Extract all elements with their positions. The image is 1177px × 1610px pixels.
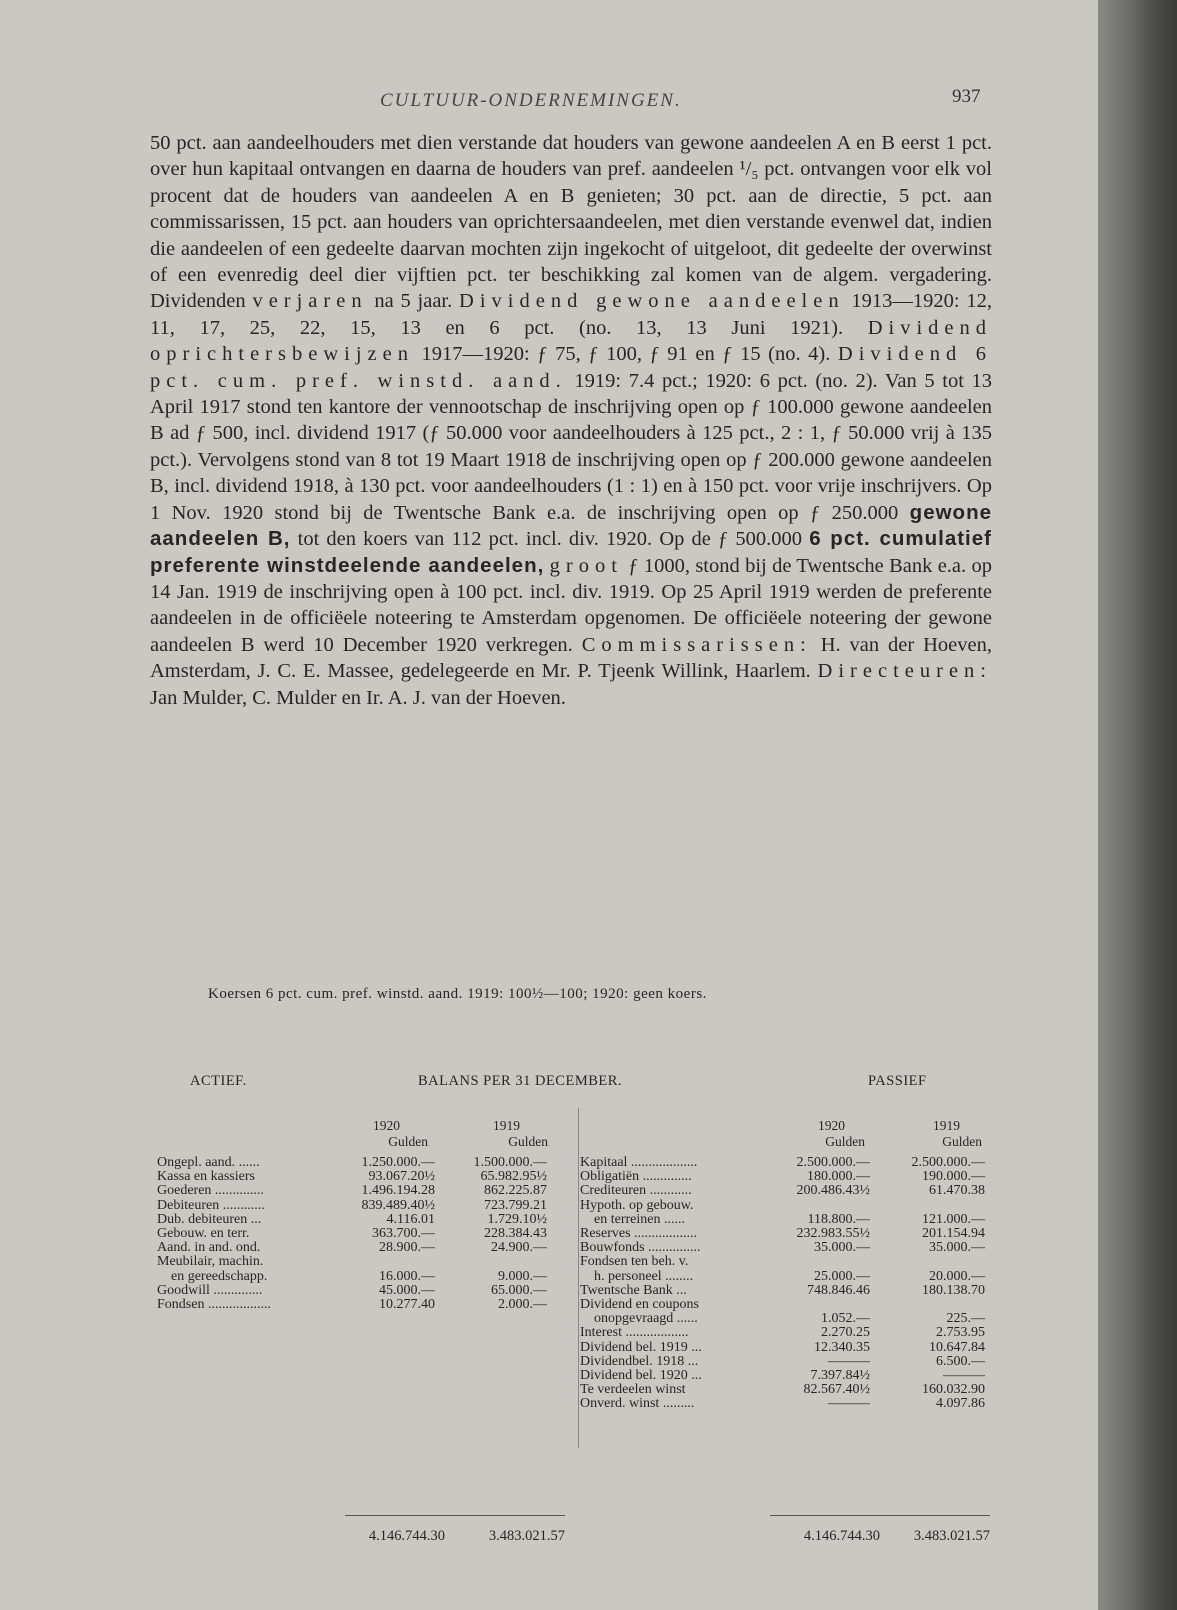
row-label: h. personeel ........ xyxy=(594,1268,694,1284)
value-1919: 225.— xyxy=(946,1311,985,1327)
bold-text: 6 pct. cumulatief preferente winstdeelende aandeelen, xyxy=(150,527,992,577)
value-1920: 93.067.20½ xyxy=(368,1169,435,1185)
value-1919: 190.000.— xyxy=(922,1169,985,1185)
value-1919: ——— xyxy=(943,1368,985,1383)
actief-total-1920: 4.146.744.30 xyxy=(368,1528,445,1544)
value-1919: 1.500.000.— xyxy=(473,1155,547,1170)
col-year-1919: 1919 xyxy=(933,1118,960,1133)
value-1919: 6.500.— xyxy=(936,1353,985,1369)
row-label: Bouwfonds ............... xyxy=(580,1240,701,1256)
row-label: Goederen .............. xyxy=(157,1183,264,1199)
value-1919: 2.753.95 xyxy=(936,1325,985,1341)
balance-title: BALANS PER 31 DECEMBER. xyxy=(418,1073,623,1089)
table-row xyxy=(580,1341,1000,1355)
bold-text: gewone aandeelen B, xyxy=(150,500,992,551)
table-row xyxy=(157,1241,577,1255)
row-label: en gereedschapp. xyxy=(171,1268,268,1284)
row-label: Twentsche Bank ... xyxy=(580,1282,687,1298)
table-row xyxy=(580,1326,1000,1340)
row-label: Obligatiën .............. xyxy=(580,1169,692,1185)
value-1920: 180.000.— xyxy=(807,1169,870,1185)
value-1919: 2.000.— xyxy=(498,1297,547,1312)
row-label: Meubilair, machin. xyxy=(157,1254,264,1270)
table-row xyxy=(580,1184,1000,1198)
row-label: Dub. debiteuren ... xyxy=(157,1211,262,1227)
row-label: Te verdeelen winst xyxy=(580,1382,686,1398)
spaced-text: Directeuren: xyxy=(817,660,992,683)
row-label: Gebouw. en terr. xyxy=(157,1226,250,1241)
value-1919: 180.138.70 xyxy=(922,1282,985,1298)
value-1920: 7.397.84½ xyxy=(810,1368,870,1383)
value-1919: 160.032.90 xyxy=(922,1382,985,1398)
value-1919: 24.900.— xyxy=(491,1240,547,1256)
col-unit: Gulden xyxy=(508,1134,548,1149)
value-1919: 121.000.— xyxy=(922,1211,985,1227)
spaced-text: verjaren xyxy=(252,290,368,313)
text-run: na 5 jaar. xyxy=(367,290,460,313)
value-1920: 45.000.— xyxy=(379,1282,435,1298)
table-row xyxy=(580,1312,1000,1326)
table-row xyxy=(157,1156,577,1170)
row-label: Dividendbel. 1918 ... xyxy=(580,1353,699,1369)
table-row xyxy=(157,1284,577,1298)
passief-total-1920: 4.146.744.30 xyxy=(803,1528,880,1544)
table-row xyxy=(580,1241,1000,1255)
text-run: tot den koers van 112 pct. incl. div. 1920. Op de ƒ 500.000 xyxy=(290,528,810,551)
spaced-text: Dividend oprichtersbewijzen xyxy=(150,316,992,366)
col-unit: Gulden xyxy=(942,1134,982,1149)
row-label: Aand. in and. ond. xyxy=(157,1240,261,1256)
value-1919: 1.729.10½ xyxy=(487,1211,547,1227)
spaced-text: Commissarissen: xyxy=(581,633,812,656)
value-1919: 228.384.43 xyxy=(484,1226,547,1241)
text-run: 1917—1920: ƒ 75, ƒ 100, ƒ 91 en ƒ 15 (no. 4). xyxy=(413,343,838,366)
row-label: Fondsen ten beh. v. xyxy=(580,1254,689,1270)
value-1920: 1.496.194.28 xyxy=(361,1183,435,1199)
table-row xyxy=(157,1199,577,1213)
text-run: H. van der Hoeven, Amsterdam, J. C. E. Massee, gedelegeerde en Mr. P. Tjeenk Willink, Haarlem. xyxy=(150,633,993,683)
row-label: Reserves .................. xyxy=(580,1226,698,1241)
table-row xyxy=(580,1284,1000,1298)
value-1919: 723.799.21 xyxy=(484,1197,547,1213)
col-year-1920: 1920 xyxy=(373,1118,400,1133)
value-1920: 2.270.25 xyxy=(821,1325,870,1341)
value-1920: 10.277.40 xyxy=(379,1297,435,1312)
row-label: Debiteuren ............ xyxy=(157,1197,265,1213)
spaced-text: Dividend gewone aandeelen xyxy=(459,290,845,313)
value-1920: 25.000.— xyxy=(814,1268,870,1284)
passief-heading: PASSIEF xyxy=(868,1073,927,1089)
row-label: Onverd. winst ......... xyxy=(580,1396,695,1412)
table-row xyxy=(580,1369,1000,1383)
value-1920: ——— xyxy=(828,1396,870,1412)
row-label: Interest .................. xyxy=(580,1325,689,1341)
actief-heading: ACTIEF. xyxy=(190,1073,247,1089)
col-unit: Gulden xyxy=(825,1134,865,1149)
spaced-text: Dividend 6 pct. cum. pref. winstd. aand. xyxy=(150,343,993,392)
value-1920: 232.983.55½ xyxy=(796,1226,870,1241)
value-1920: 748.846.46 xyxy=(807,1282,870,1298)
row-label: Kassa en kassiers xyxy=(157,1169,255,1185)
value-1919: 65.982.95½ xyxy=(480,1169,547,1185)
row-label: Hypoth. op gebouw. xyxy=(580,1197,694,1213)
text-run: 50 pct. aan aandeelhouders met dien verstande dat houders van gewone aandeelen A en B eerst 1 pct. over hun kapitaal ontvangen en daarna de houders van pref. aandeelen ¹/₅ pct. ontvangen voor elk vol procent dat de houders van aandeelen A en B genieten; 30 pct. aan de directie, 5 pct. aan commissarissen, 15 pct. aan houders van oprichtersaandeelen, met dien verstande evenwel dat, indien die aandeelen of een gedeelte daarvan mochten zijn ingekocht of uitgeloot, dit gedeelte der overwinst of een evenredig deel dier vijftien pct. ter beschikking zal komen van de algem. vergadering. Dividenden xyxy=(150,132,992,313)
value-1919: 20.000.— xyxy=(929,1268,985,1284)
value-1920: 2.500.000.— xyxy=(796,1155,870,1170)
value-1920: 839.489.40½ xyxy=(361,1197,435,1213)
table-row xyxy=(157,1298,577,1312)
running-title: CULTUUR-ONDERNEMINGEN. xyxy=(380,90,682,111)
passief-total-1919: 3.483.021.57 xyxy=(913,1528,990,1544)
row-label: Goodwill .............. xyxy=(157,1282,263,1298)
page-number: 937 xyxy=(952,86,981,107)
value-1919: 65.000.— xyxy=(491,1282,547,1298)
value-1920: 16.000.— xyxy=(379,1268,435,1284)
column-divider xyxy=(578,1108,579,1448)
row-label: Dividend bel. 1919 ... xyxy=(580,1339,702,1355)
text-run: Jan Mulder, C. Mulder en Ir. A. J. van der Hoeven. xyxy=(150,686,566,709)
table-row xyxy=(580,1227,1000,1241)
text-run: ƒ 1000, stond bij de Twentsche Bank e.a. op 14 Jan. 1919 de inschrijving open à 100 pct. incl. div. 1919. Op 25 April 1919 werden de preferente aandeelen in de officiëele noteering te Amsterdam opgenomen. De officiëele noteering der gewone aandeelen B werd 10 December 1920 verkregen. xyxy=(150,554,992,656)
value-1920: 363.700.— xyxy=(372,1226,435,1241)
value-1919: 61.470.38 xyxy=(929,1183,985,1199)
koersen-note: Koersen 6 pct. cum. pref. winstd. aand. 1919: 100½—100; 1920: geen koers. xyxy=(208,986,707,1002)
value-1919: 10.647.84 xyxy=(929,1339,985,1355)
value-1920: ——— xyxy=(828,1353,870,1369)
value-1920: 35.000.— xyxy=(814,1240,870,1256)
value-1920: 1.052.— xyxy=(821,1311,870,1327)
value-1919: 862.225.87 xyxy=(484,1183,547,1199)
col-year-1920: 1920 xyxy=(818,1118,845,1133)
table-row xyxy=(580,1383,1000,1397)
value-1919: 201.154.94 xyxy=(922,1226,985,1241)
table-row xyxy=(580,1199,1000,1213)
total-rule xyxy=(345,1515,565,1516)
actief-total-1919: 3.483.021.57 xyxy=(488,1528,565,1544)
value-1920: 118.800.— xyxy=(807,1211,870,1227)
value-1919: 4.097.86 xyxy=(936,1396,985,1412)
row-label: Dividend bel. 1920 ... xyxy=(580,1368,702,1383)
value-1920: 12.340.35 xyxy=(814,1339,870,1355)
value-1920: 4.116.01 xyxy=(386,1211,435,1227)
text-run: 1913—1920: 12, 11, 17, 25, 22, 15, 13 en 6 pct. (no. 13, 13 Juni 1921). xyxy=(150,290,992,339)
total-rule xyxy=(770,1515,990,1516)
row-label: Fondsen .................. xyxy=(157,1297,271,1312)
value-1920: 82.567.40½ xyxy=(803,1382,870,1398)
value-1920: 1.250.000.— xyxy=(361,1155,435,1170)
text-run: 1919: 7.4 pct.; 1920: 6 pct. (no. 2). Van 5 tot 13 April 1917 stond ten kantore der vennootschap de inschrijving open op ƒ 100.000 gewone aandeelen B ad ƒ 500, incl. dividend 1917 (ƒ 50.000 voor aandeelhouders à 125 pct., 2 : 1, ƒ 50.000 vrij à 135 pct.). Vervolgens stond van 8 tot 19 Maart 1918 de inschrijving open op ƒ 200.000 gewone aandeelen B, incl. dividend 1918, à 130 pct. voor aandeelhouders (1 : 1) en à 150 pct. voor vrije inschrijvers. Op 1 Nov. 1920 stond bij de Twentsche Bank e.a. de inschrijving open op ƒ 250.000 xyxy=(150,369,993,524)
row-label: Ongepl. aand. ...... xyxy=(157,1155,260,1170)
table-row xyxy=(580,1298,1000,1312)
table-row xyxy=(580,1355,1000,1369)
table-row xyxy=(580,1156,1000,1170)
table-row xyxy=(580,1213,1000,1227)
value-1920: 200.486.43½ xyxy=(796,1183,870,1199)
table-row xyxy=(157,1170,577,1184)
row-label: Dividend en coupons xyxy=(580,1297,699,1312)
row-label: Crediteuren ............ xyxy=(580,1183,692,1199)
table-row xyxy=(580,1270,1000,1284)
col-year-1919: 1919 xyxy=(493,1118,520,1133)
col-unit: Gulden xyxy=(388,1134,428,1149)
value-1919: 9.000.— xyxy=(498,1268,547,1284)
body-paragraph xyxy=(150,130,992,711)
table-row xyxy=(580,1255,1000,1269)
spaced-text: groot xyxy=(549,554,623,577)
table-row xyxy=(157,1270,577,1284)
value-1919: 35.000.— xyxy=(929,1240,985,1256)
row-label: Kapitaal ................... xyxy=(580,1155,698,1170)
table-row xyxy=(580,1170,1000,1184)
table-row xyxy=(157,1184,577,1198)
table-row xyxy=(157,1255,577,1269)
value-1920: 28.900.— xyxy=(379,1240,435,1256)
table-row xyxy=(157,1213,577,1227)
row-label: en terreinen ...... xyxy=(594,1211,685,1227)
row-label: onopgevraagd ...... xyxy=(594,1311,698,1327)
book-spine xyxy=(1098,0,1177,1610)
table-row xyxy=(157,1227,577,1241)
value-1919: 2.500.000.— xyxy=(911,1155,985,1170)
table-row xyxy=(580,1397,1000,1411)
